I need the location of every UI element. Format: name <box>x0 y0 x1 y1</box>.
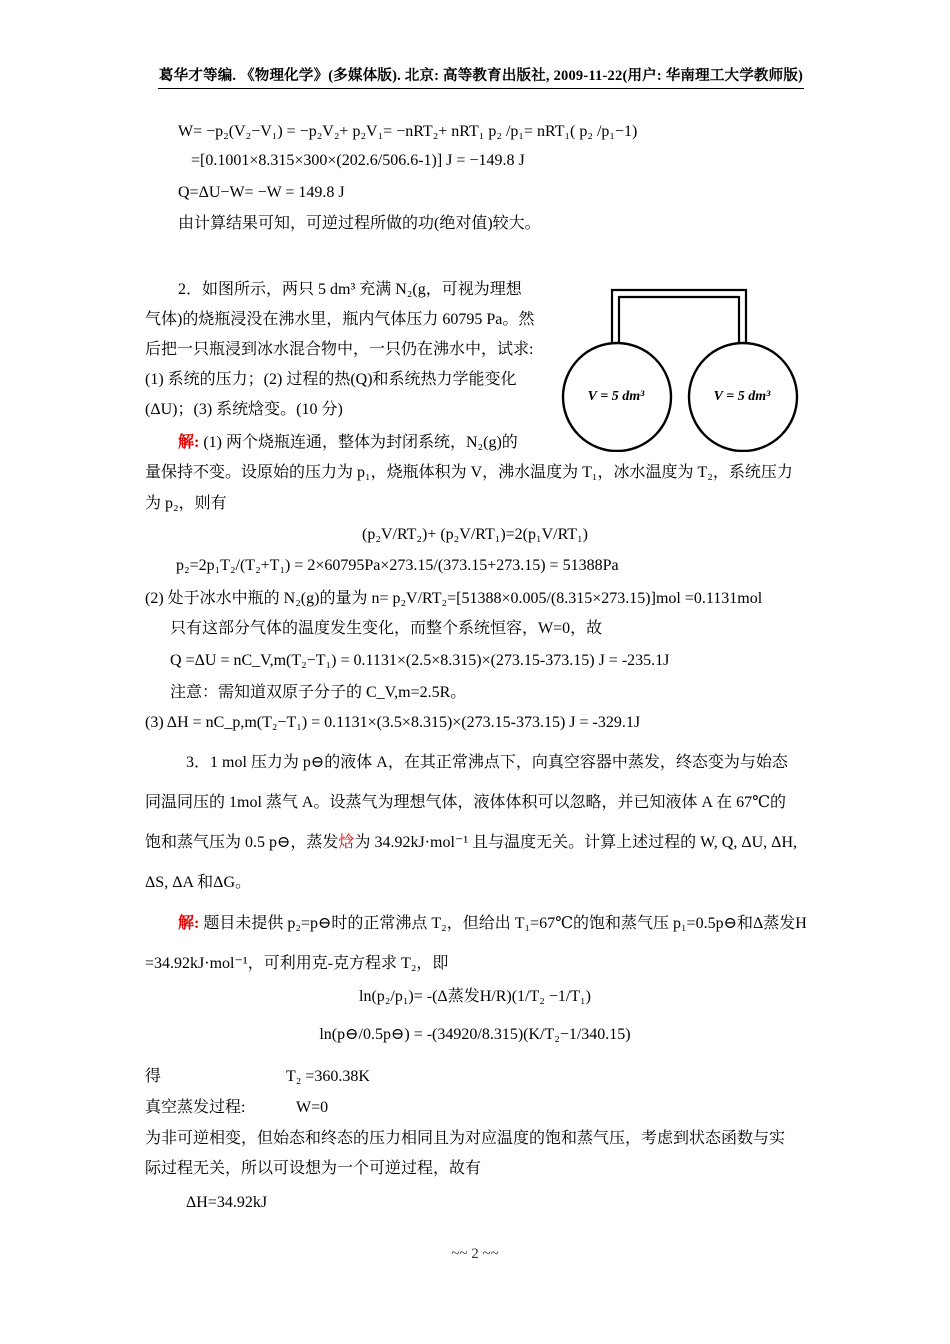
problem2-statement-line: (1) 系统的压力；(2) 过程的热(Q)和系统热力学能变化 <box>145 371 517 388</box>
result-value: T₂ =360.38K <box>286 1068 370 1085</box>
problem2-equation-2: p₂=2p₁T₂/(T₂+T₁) = 2×60795Pa×273.15/(373.15+273.15) = 51388Pa <box>176 557 619 574</box>
problem2-solution-line: 为 p₂，则有 <box>145 495 227 512</box>
vacuum-label: 真空蒸发过程: <box>145 1099 246 1116</box>
page-header: 葛华才等编. 《物理化学》(多媒体版). 北京: 高等教育出版社, 2009-11-22(用户: 华南理工大学教师版) <box>158 68 804 84</box>
problem3-statement-line: 3．1 mol 压力为 p⊖的液体 A，在其正常沸点下，向真空容器中蒸发，终态变为与始态 <box>186 754 788 771</box>
enthalpy-result: ΔH=34.92kJ <box>186 1194 268 1211</box>
problem2-statement-line: (ΔU)；(3) 系统焓变。(10 分) <box>145 401 343 418</box>
conclusion-text: 由计算结果可知，可逆过程所做的功(绝对值)较大。 <box>178 215 541 232</box>
reasoning-line: 际过程无关，所以可设想为一个可逆过程，故有 <box>145 1160 482 1177</box>
problem2-statement-line: 2．如图所示，两只 5 dm³ 充满 N₂(g，可视为理想 <box>178 281 522 298</box>
problem2-part2-line: 只有这部分气体的温度发生变化，而整个系统恒容，W=0，故 <box>170 620 603 637</box>
clausius-clapeyron-substituted: ln(p⊖/0.5p⊖) = -(34920/8.315)(K/T₂−1/340.15) <box>319 1026 631 1043</box>
vacuum-value: W=0 <box>296 1099 329 1116</box>
equation-work: W= −p₂(V₂−V₁) = −p₂V₂+ p₂V₁= −nRT₂+ nRT₁ p₂ /p₁= nRT₁( p₂ /p₁−1) <box>178 123 638 140</box>
page-number: ~~ 2 ~~ <box>451 1246 499 1262</box>
problem2-solution-first <box>178 432 518 454</box>
clausius-clapeyron-equation: ln(p₂/p₁)= -(Δ蒸发H/R)(1/T₂ −1/T₁) <box>359 988 591 1005</box>
header-rule <box>158 88 804 89</box>
problem2-part2-line: 注意：需知道双原子分子的 C_V,m=2.5R。 <box>170 684 467 701</box>
problem3-statement-line: 饱和蒸气压为 0.5 p⊖，蒸发焓为 34.92kJ·mol⁻¹ 且与温度无关。计算上述过程的 W, Q, ΔU, ΔH, <box>145 834 798 851</box>
problem2-statement-line: 气体)的烧瓶浸没在沸水里，瓶内气体压力 60795 Pa。然 <box>145 311 535 328</box>
right-flask-label: V = 5 dm³ <box>713 389 771 404</box>
solution-label: 解: <box>178 434 200 451</box>
problem3-statement-line: ΔS, ΔA 和ΔG。 <box>145 874 251 891</box>
left-flask-label: V = 5 dm³ <box>587 389 645 404</box>
problem2-equation-1: (p₂V/RT₂)+ (p₂V/RT₁)=2(p₁V/RT₁) <box>362 526 588 543</box>
problem2-part2-line: Q =ΔU = nC_V,m(T₂−T₁) = 0.1131×(2.5×8.315)×(273.15-373.15) J = -235.1J <box>170 652 670 669</box>
solution-text: 题目未提供 p₂=p⊖时的正常沸点 T₂，但给出 T₁=67℃的饱和蒸气压 p₁=0.5p⊖和Δ蒸发H <box>203 915 807 932</box>
problem2-part3: (3) ΔH = nC_p,m(T₂−T₁) = 0.1131×(3.5×8.315)×(273.15-373.15) J = -329.1J <box>145 714 641 731</box>
connected-flasks-figure <box>560 282 810 452</box>
result-label: 得 <box>145 1068 162 1085</box>
problem3-solution-line: =34.92kJ·mol⁻¹，可利用克-克方程求 T₂，即 <box>145 955 449 972</box>
highlight-text: 焓 <box>338 834 355 851</box>
problem2-solution-line: 量保持不变。设原始的压力为 p₁，烧瓶体积为 V，沸水温度为 T₁，冰水温度为 T₂，系统压力 <box>145 464 793 481</box>
equation-work-value: =[0.1001×8.315×300×(202.6/506.6-1)] J = −149.8 J <box>191 152 525 169</box>
problem2-part2-line: (2) 处于冰水中瓶的 N₂(g)的量为 n= p₂V/RT₂=[51388×0.005/(8.315×273.15)]mol =0.1131mol <box>145 590 763 607</box>
problem2-statement-line: 后把一只瓶浸到冰水混合物中，一只仍在沸水中，试求: <box>145 341 534 358</box>
reasoning-line: 为非可逆相变，但始态和终态的压力相同且为对应温度的饱和蒸气压，考虑到状态函数与实 <box>145 1130 786 1147</box>
solution-label: 解: <box>178 915 200 932</box>
problem3-solution-first <box>178 913 807 935</box>
problem3-statement-line: 同温同压的 1mol 蒸气 A。设蒸气为理想气体，液体体积可以忽略，并已知液体 A 在 67℃的 <box>145 794 787 811</box>
solution-text: (1) 两个烧瓶连通，整体为封闭系统，N₂(g)的 <box>203 434 518 451</box>
equation-heat: Q=ΔU−W= −W = 149.8 J <box>178 184 345 201</box>
